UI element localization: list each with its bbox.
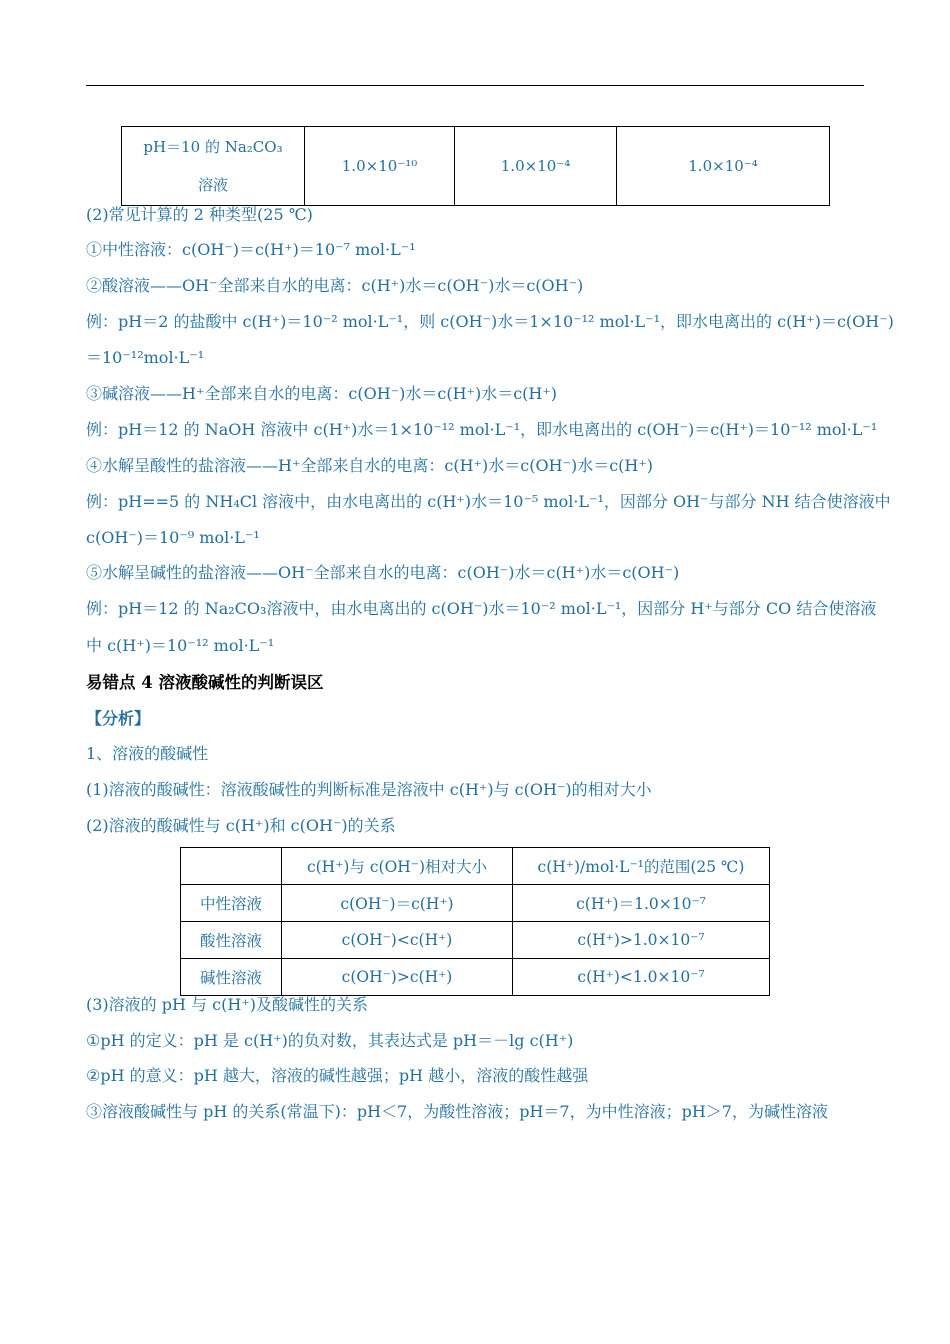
header-rule [86, 85, 864, 86]
table-cell: 碱性溶液 [181, 959, 282, 996]
table-header-row [181, 848, 770, 885]
table-cell: 1.0×10⁻⁴ [455, 127, 617, 206]
paragraph-line: ③碱溶液——H⁺全部来自水的电离：c(OH⁻)水＝c(H⁺)水＝c(H⁺) [86, 384, 558, 403]
paragraph-line: (1)溶液的酸碱性：溶液酸碱性的判断标准是溶液中 c(H⁺)与 c(OH⁻)的相对大小 [86, 780, 652, 799]
table-header-cell: c(H⁺)与 c(OH⁻)相对大小 [282, 848, 513, 885]
paragraph-line: (2)常见计算的 2 种类型(25 ℃) [86, 205, 313, 224]
paragraph-line: 例：pH＝12 的 Na₂CO₃溶液中，由水电离出的 c(OH⁻)水＝10⁻² mol·L⁻¹，因部分 H⁺与部分 CO 结合使溶液 [86, 599, 877, 618]
paragraph-line: ①pH 的定义：pH 是 c(H⁺)的负对数，其表达式是 pH＝－lg c(H⁺) [86, 1031, 574, 1050]
paragraph-line: (2)溶液的酸碱性与 c(H⁺)和 c(OH⁻)的关系 [86, 816, 396, 835]
paragraph-line: ②pH 的意义：pH 越大，溶液的碱性越强；pH 越小，溶液的酸性越强 [86, 1066, 589, 1085]
table-cell: 酸性溶液 [181, 922, 282, 959]
paragraph-line: ⑤水解呈碱性的盐溶液——OH⁻全部来自水的电离：c(OH⁻)水＝c(H⁺)水＝c(OH⁻) [86, 563, 680, 582]
table-cell [122, 127, 305, 206]
table-header-cell: c(H⁺)/mol·L⁻¹的范围(25 ℃) [513, 848, 770, 885]
paragraph-line: 例：pH＝2 的盐酸中 c(H⁺)＝10⁻² mol·L⁻¹，则 c(OH⁻)水＝1×10⁻¹² mol·L⁻¹，即水电离出的 c(H⁺)＝c(OH⁻) [86, 312, 894, 331]
paragraph-line: ②酸溶液——OH⁻全部来自水的电离：c(H⁺)水＝c(OH⁻)水＝c(OH⁻) [86, 276, 584, 295]
table-cell: 1.0×10⁻⁴ [617, 127, 830, 206]
table-cell: c(OH⁻)＝c(H⁺) [282, 885, 513, 922]
paragraph-line: (3)溶液的 pH 与 c(H⁺)及酸碱性的关系 [86, 995, 368, 1014]
paragraph-line: 中 c(H⁺)＝10⁻¹² mol·L⁻¹ [86, 636, 275, 655]
paragraph-line: ③溶液酸碱性与 pH 的关系(常温下)：pH＜7，为酸性溶液；pH＝7，为中性溶液；pH＞7，为碱性溶液 [86, 1102, 828, 1121]
table-cell: c(H⁺)>1.0×10⁻⁷ [513, 922, 770, 959]
table-cell: c(H⁺)<1.0×10⁻⁷ [513, 959, 770, 996]
table-row [181, 922, 770, 959]
table-cell: c(OH⁻)>c(H⁺) [282, 959, 513, 996]
paragraph-line: ④水解呈酸性的盐溶液——H⁺全部来自水的电离：c(H⁺)水＝c(OH⁻)水＝c(H⁺) [86, 456, 654, 475]
table-cell: 1.0×10⁻¹⁰ [305, 127, 455, 206]
water-ionization-table [121, 126, 830, 206]
paragraph-line: ＝10⁻¹²mol·L⁻¹ [86, 348, 205, 367]
paragraph-line: c(OH⁻)＝10⁻⁹ mol·L⁻¹ [86, 528, 260, 547]
paragraph-line: 例：pH==5 的 NH₄Cl 溶液中，由水电离出的 c(H⁺)水＝10⁻⁵ mol·L⁻¹，因部分 OH⁻与部分 NH 结合使溶液中 [86, 492, 891, 511]
paragraph-line: ①中性溶液：c(OH⁻)＝c(H⁺)＝10⁻⁷ mol·L⁻¹ [86, 240, 416, 259]
table-cell: c(H⁺)＝1.0×10⁻⁷ [513, 885, 770, 922]
acidity-table [180, 847, 770, 996]
paragraph-line: 例：pH＝12 的 NaOH 溶液中 c(H⁺)水＝1×10⁻¹² mol·L⁻¹，即水电离出的 c(OH⁻)＝c(H⁺)＝10⁻¹² mol·L⁻¹ [86, 420, 878, 439]
table-row [122, 127, 830, 206]
table-header-cell [181, 848, 282, 885]
cell-text: pH＝10 的 Na₂CO₃溶液 [143, 138, 283, 194]
table-row [181, 959, 770, 996]
paragraph-line: 1、溶液的酸碱性 [86, 744, 209, 763]
analysis-label: 【分析】 [86, 709, 151, 728]
table-row [181, 885, 770, 922]
table-cell: c(OH⁻)<c(H⁺) [282, 922, 513, 959]
section-heading: 易错点 4 溶液酸碱性的判断误区 [86, 673, 324, 692]
table-cell: 中性溶液 [181, 885, 282, 922]
